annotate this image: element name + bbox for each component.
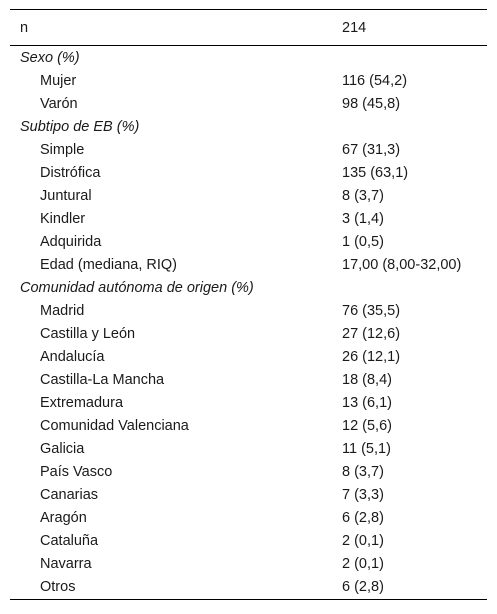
row-label: Otros	[40, 579, 76, 595]
row-value: 8 (3,7)	[342, 463, 384, 480]
section-row	[10, 115, 487, 138]
row-value: 17,00 (8,00-32,00)	[342, 256, 462, 273]
row-label: Distrófica	[40, 164, 101, 181]
row-label: Canarias	[40, 486, 99, 503]
row-value: 116 (54,2)	[342, 72, 408, 89]
row-label: Juntural	[40, 187, 92, 204]
row-label: Adquirida	[40, 233, 102, 250]
section-value-empty	[342, 46, 487, 70]
table-row	[10, 529, 487, 552]
row-label: Andalucía	[40, 348, 105, 365]
table-row	[10, 69, 487, 92]
header-row	[10, 10, 487, 46]
table-row	[10, 506, 487, 529]
row-value: 26 (12,1)	[342, 348, 401, 365]
row-value: 6 (2,8)	[342, 509, 384, 526]
table-row	[10, 483, 487, 506]
table-row	[10, 253, 487, 276]
row-value: 76 (35,5)	[342, 302, 401, 319]
row-value: 3 (1,4)	[342, 210, 384, 227]
row-value: 2 (0,1)	[342, 532, 384, 549]
table-row	[10, 437, 487, 460]
table-row	[10, 322, 487, 345]
data-table-container	[10, 9, 487, 600]
section-title: Subtipo de EB (%)	[20, 118, 140, 135]
row-label: Cataluña	[40, 532, 99, 549]
row-label: Castilla-La Mancha	[40, 371, 165, 388]
row-label: Madrid	[40, 302, 85, 319]
row-value: 12 (5,6)	[342, 417, 392, 434]
header-value: 214	[342, 19, 367, 36]
table-row	[10, 345, 487, 368]
row-label: Varón	[40, 95, 78, 112]
section-value-empty	[342, 115, 487, 138]
row-value: 8 (3,7)	[342, 187, 384, 204]
row-label: País Vasco	[40, 463, 113, 480]
section-value-empty	[342, 276, 487, 299]
table-row	[10, 299, 487, 322]
table-row	[10, 161, 487, 184]
table-row	[10, 460, 487, 483]
row-label: Simple	[40, 141, 85, 158]
row-value: 27 (12,6)	[342, 325, 401, 342]
row-value: 98 (45,8)	[342, 95, 401, 112]
row-value: 67 (31,3)	[342, 141, 401, 158]
row-value: 135 (63,1)	[342, 164, 409, 181]
table-row	[10, 552, 487, 575]
row-value: 11 (5,1)	[342, 440, 391, 457]
row-label: Aragón	[40, 509, 87, 526]
table-row	[10, 414, 487, 437]
row-label: Edad (mediana, RIQ)	[40, 256, 178, 273]
table-row	[10, 575, 487, 600]
row-label: Galicia	[40, 440, 85, 457]
row-value: 7 (3,3)	[342, 486, 384, 503]
row-value: 1 (0,5)	[342, 233, 384, 250]
row-label: Mujer	[40, 72, 77, 89]
row-value: 6 (2,8)	[342, 579, 384, 595]
row-value: 18 (8,4)	[342, 371, 392, 388]
section-title: Comunidad autónoma de origen (%)	[20, 279, 254, 296]
section-row	[10, 276, 487, 299]
table-row	[10, 184, 487, 207]
demographics-table	[10, 9, 487, 600]
row-label: Castilla y León	[40, 325, 136, 342]
table-row	[10, 207, 487, 230]
row-label: Extremadura	[40, 394, 124, 411]
row-value: 13 (6,1)	[342, 394, 392, 411]
table-row	[10, 138, 487, 161]
section-row	[10, 46, 487, 70]
table-header	[10, 10, 487, 46]
section-title: Sexo (%)	[20, 49, 80, 66]
header-label: n	[20, 19, 29, 36]
table-row	[10, 368, 487, 391]
row-value: 2 (0,1)	[342, 555, 384, 572]
row-label: Comunidad Valenciana	[40, 417, 189, 434]
table-row	[10, 92, 487, 115]
table-row	[10, 391, 487, 414]
table-body	[10, 46, 487, 600]
row-label: Navarra	[40, 555, 92, 572]
table-row	[10, 230, 487, 253]
row-label: Kindler	[40, 210, 86, 227]
